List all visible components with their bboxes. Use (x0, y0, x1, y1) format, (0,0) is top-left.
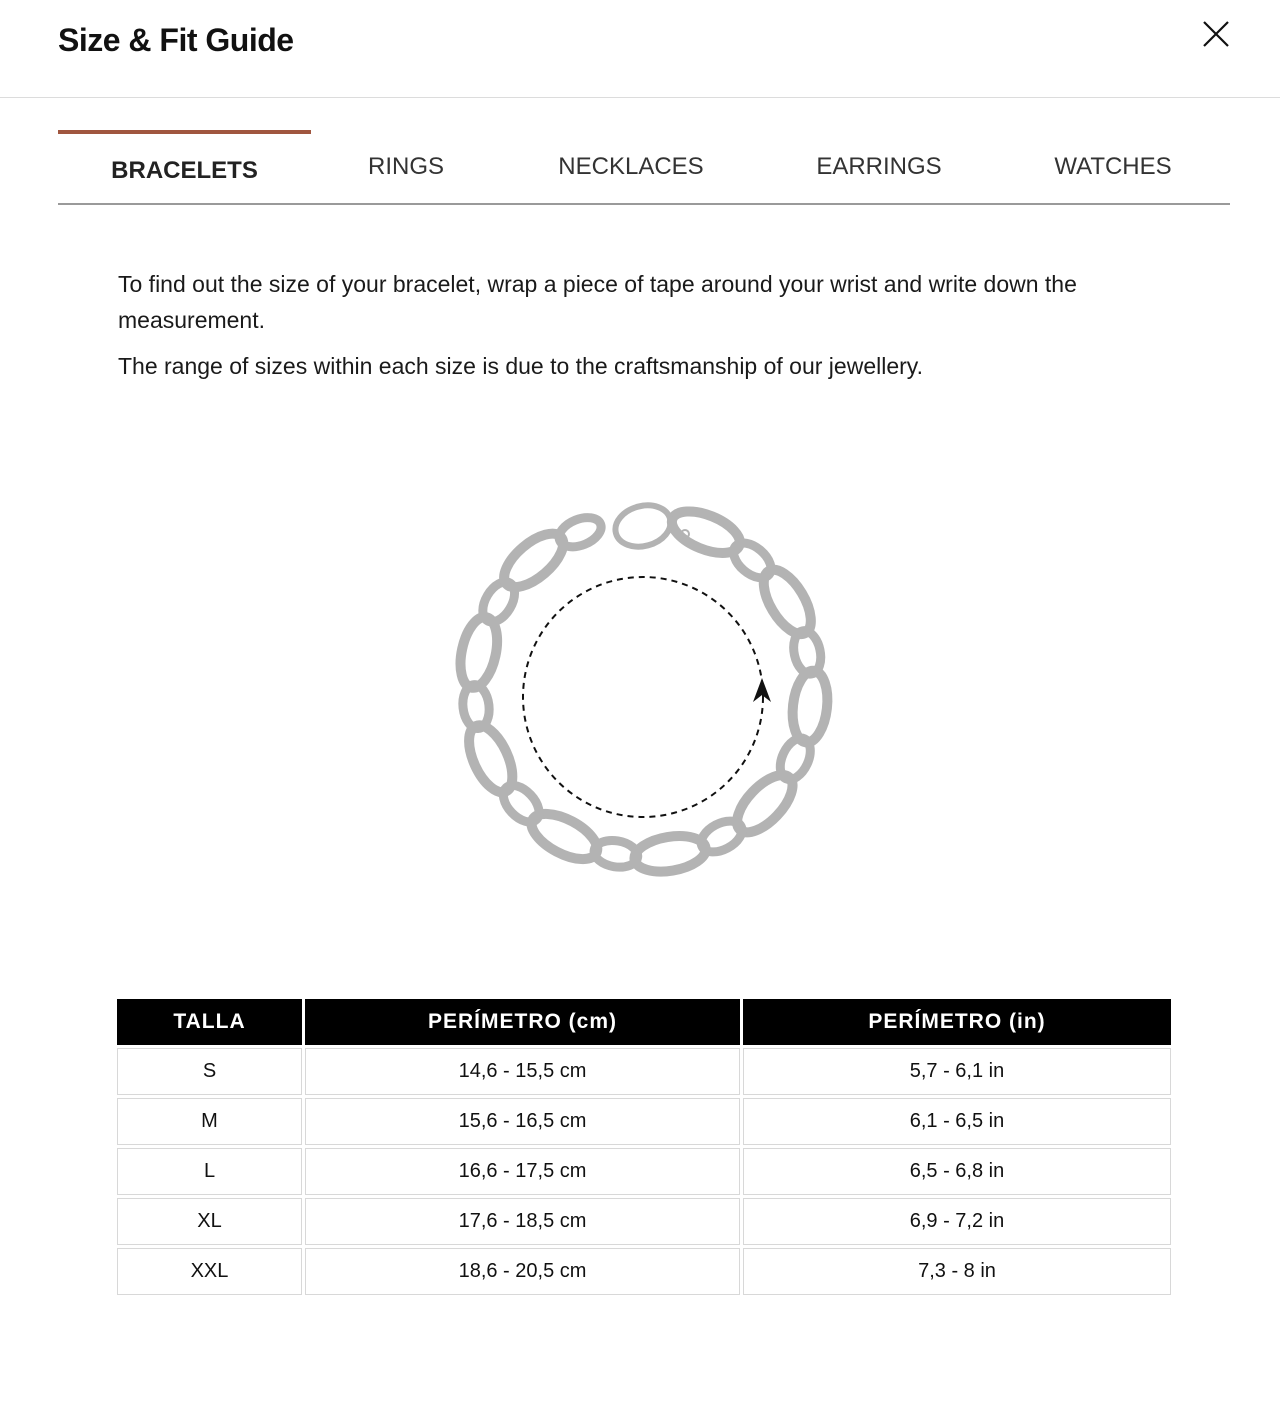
table-row (117, 1198, 1171, 1245)
measure-circle (523, 577, 763, 817)
size-cell: XL (117, 1198, 302, 1245)
chain-link (727, 536, 777, 584)
clasp (611, 499, 675, 552)
intro-paragraph-measure: To find out the size of your bracelet, wrap a piece of tape around your wrist and write down the measurement. (118, 271, 1077, 333)
bracelet-illustration (440, 490, 840, 890)
header-perimeter-cm: PERÍMETRO (cm) (305, 999, 740, 1045)
tab-bracelets[interactable] (58, 130, 311, 203)
perimeter-in-cell: 6,9 - 7,2 in (743, 1198, 1171, 1245)
perimeter-in-cell: 7,3 - 8 in (743, 1248, 1171, 1295)
tab-rings[interactable] (333, 130, 479, 203)
table-row (117, 1248, 1171, 1295)
chain-link (789, 669, 831, 744)
modal-header (0, 0, 1280, 98)
table-header-row (117, 999, 1171, 1045)
table-row (117, 1098, 1171, 1145)
tab-label: NECKLACES (558, 153, 704, 180)
intro-paragraph-range: The range of sizes within each size is due to the craftsmanship of our jewellery. (118, 353, 923, 379)
perimeter-in-cell: 6,5 - 6,8 in (743, 1148, 1171, 1195)
chain-link (555, 512, 606, 553)
modal-title: Size & Fit Guide (58, 22, 294, 58)
size-table (114, 996, 1174, 1298)
perimeter-cm-cell: 17,6 - 18,5 cm (305, 1198, 740, 1245)
header-perimeter-in: PERÍMETRO (in) (743, 999, 1171, 1045)
close-icon (1196, 14, 1236, 54)
tab-earrings[interactable] (803, 130, 955, 203)
size-cell: XXL (117, 1248, 302, 1295)
perimeter-in-cell: 6,1 - 6,5 in (743, 1098, 1171, 1145)
size-cell: S (117, 1048, 302, 1095)
perimeter-cm-cell: 16,6 - 17,5 cm (305, 1148, 740, 1195)
perimeter-in-cell: 5,7 - 6,1 in (743, 1048, 1171, 1095)
intro-text (118, 266, 1178, 384)
close-button[interactable] (1196, 14, 1236, 54)
bracelet-chain-icon (440, 490, 840, 890)
header-size: TALLA (117, 999, 302, 1045)
tab-watches[interactable] (1043, 130, 1183, 203)
size-cell: L (117, 1148, 302, 1195)
tab-necklaces[interactable] (548, 130, 714, 203)
perimeter-cm-cell: 15,6 - 16,5 cm (305, 1098, 740, 1145)
tab-label: BRACELETS (111, 157, 258, 184)
chain-link (497, 779, 546, 829)
chain-link (460, 719, 521, 799)
chain-link (632, 831, 709, 876)
table-row (117, 1048, 1171, 1095)
table-row (117, 1148, 1171, 1195)
perimeter-cm-cell: 14,6 - 15,5 cm (305, 1048, 740, 1095)
tab-label: EARRINGS (816, 153, 942, 180)
category-tabs (58, 130, 1230, 205)
tab-label: WATCHES (1054, 153, 1172, 180)
size-cell: M (117, 1098, 302, 1145)
tab-label: RINGS (367, 153, 444, 180)
perimeter-cm-cell: 18,6 - 20,5 cm (305, 1248, 740, 1295)
